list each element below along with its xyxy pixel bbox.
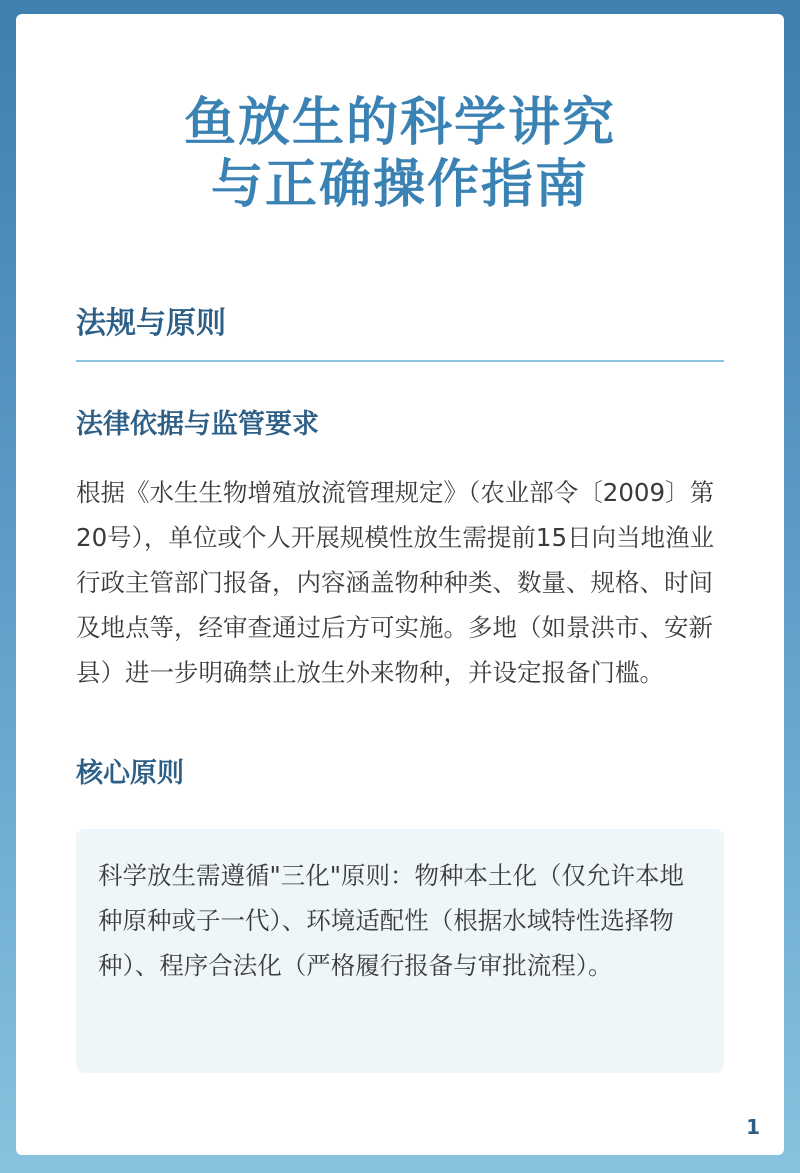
- section-heading: 法规与原则: [76, 306, 724, 362]
- page-title-line-2: 与正确操作指南: [210, 155, 589, 215]
- core-principles-heading: 核心原则: [76, 758, 184, 789]
- page-title: [76, 14, 724, 216]
- core-principles-box: [76, 829, 724, 1073]
- core-principles-paragraph: 科学放生需遵循"三化"原则：物种本土化（仅允许本地种原种或子一代）、环境适配性（根据水域特性选择物种）、程序合法化（严格履行报备与审批流程）。: [98, 861, 685, 980]
- legal-basis-paragraph: 根据《水生生物增殖放流管理规定》（农业部令〔2009〕第20号），单位或个人开展规模性放生需提前15日向当地渔业行政主管部门报备，内容涵盖物种种类、数量、规格、时间及地点等，经审查通过后方可实施。多地（如景洪市、安新县）进一步明确禁止放生外来物种，并设定报备门槛。: [76, 478, 715, 687]
- page-number: 1: [746, 1115, 760, 1139]
- content-card: [16, 14, 784, 1155]
- page-title-line-1: 鱼放生的科学讲究: [183, 93, 616, 153]
- legal-basis-heading: 法律依据与监管要求: [76, 409, 319, 440]
